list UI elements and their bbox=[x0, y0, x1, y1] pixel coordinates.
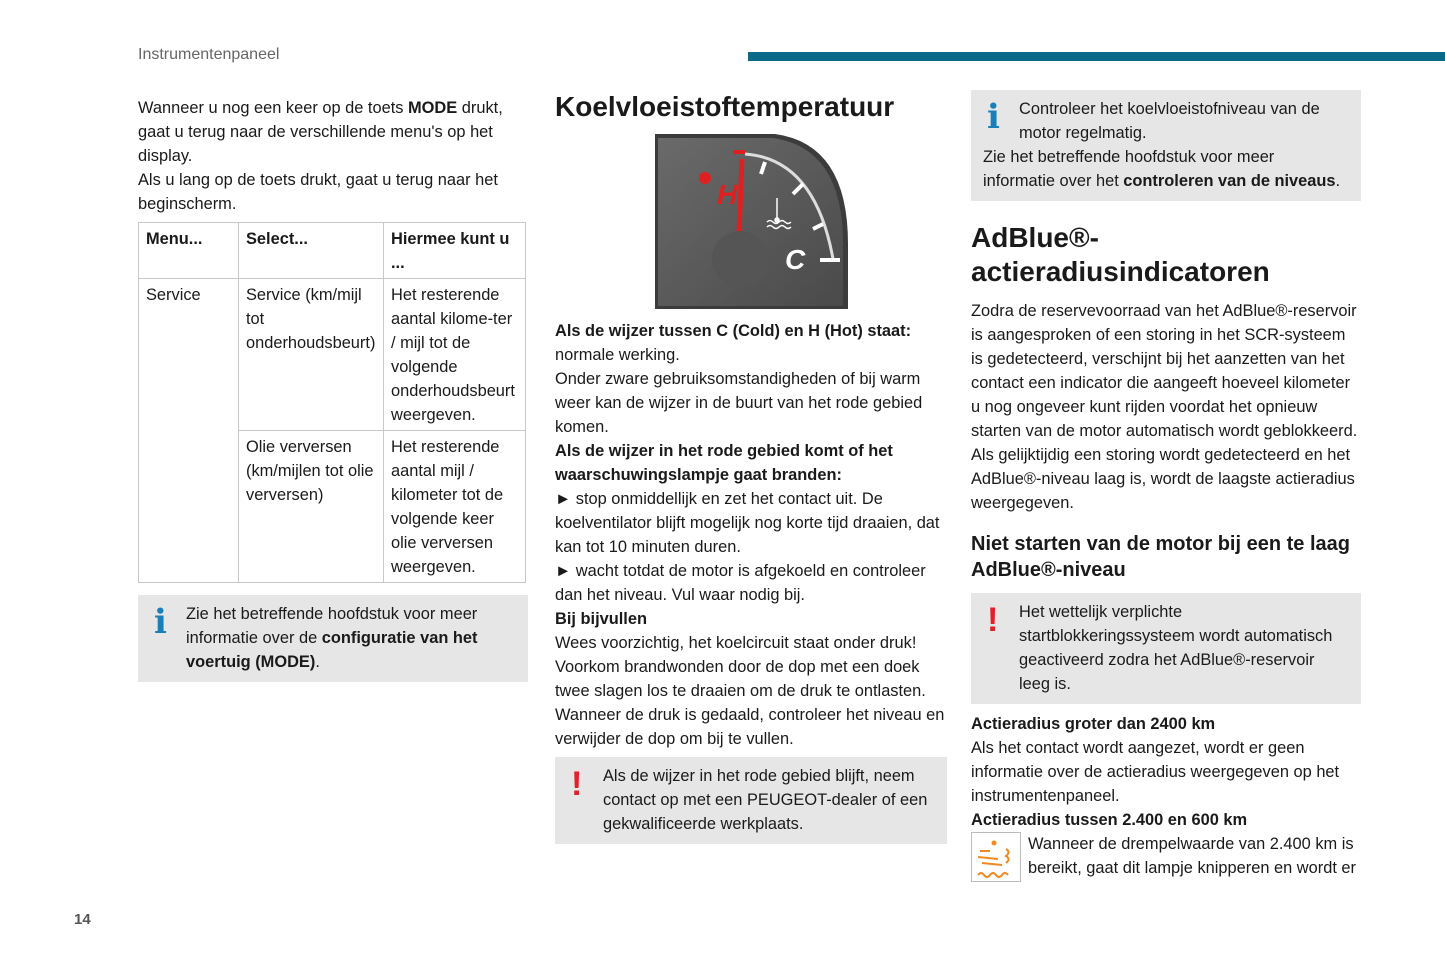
table-cell: Service (km/mijl tot onderhoudsbeurt) bbox=[239, 279, 384, 431]
column-3 bbox=[971, 90, 1361, 882]
cold-label: C bbox=[784, 244, 805, 275]
paragraph bbox=[971, 736, 1361, 808]
info-note bbox=[138, 595, 528, 682]
paragraph bbox=[555, 319, 947, 367]
header-cell: Hiermee kunt u ... bbox=[384, 223, 526, 279]
paragraph bbox=[555, 559, 947, 607]
paragraph bbox=[555, 487, 947, 559]
text-run: Wees voorzichtig, het koelcircuit staat onder druk! Voorkom brandwonden door de dop met een doek twee slagen los te draaien om de druk te ontlasten. Wanneer de druk is gedaald, controleer het niveau en verwijder de dop om bij te vullen. bbox=[555, 634, 945, 748]
header-cell: Select... bbox=[239, 223, 384, 279]
paragraph bbox=[555, 439, 947, 487]
note-text bbox=[983, 97, 1349, 145]
warning-dot bbox=[699, 172, 711, 184]
paragraph bbox=[971, 299, 1361, 443]
note-text bbox=[150, 602, 516, 674]
paragraph bbox=[555, 607, 947, 631]
warning-note bbox=[971, 593, 1361, 704]
column-2 bbox=[555, 90, 947, 844]
text-run: Zie het betreffende hoofdstuk voor meer informatie over de bbox=[186, 605, 478, 647]
adblue-row bbox=[971, 832, 1361, 882]
menu-table bbox=[138, 222, 526, 583]
section-header: Instrumentenpaneel bbox=[138, 46, 280, 63]
table-row bbox=[139, 279, 526, 431]
needle-hub bbox=[712, 231, 768, 287]
table-header-row bbox=[139, 223, 526, 279]
info-icon: i bbox=[154, 602, 167, 642]
subheading: Actieradius tussen 2.400 en 600 km bbox=[971, 811, 1248, 829]
note-text bbox=[567, 764, 935, 836]
section-title: Koelvloeistoftemperatuur bbox=[555, 91, 895, 122]
paragraph bbox=[138, 168, 528, 216]
text-run: Het wettelijk verplichte startblokkeringssysteem wordt automatisch geactiveerd zodra het AdBlue®-reservoir leeg is. bbox=[1019, 603, 1333, 693]
text-run: Wanneer u nog een keer op de toets bbox=[138, 99, 409, 117]
bold-text: Als de wijzer tussen C (Cold) en H (Hot) staat: bbox=[555, 322, 912, 340]
text-run: Wanneer de drempelwaarde van 2.400 km is bereikt, gaat dit lampje knipperen en wordt er bbox=[1028, 835, 1356, 877]
bold-text: Bij bijvullen bbox=[555, 610, 647, 628]
text-run: ► wacht totdat de motor is afgekoeld en controleer dan het niveau. Vul waar nodig bij. bbox=[555, 562, 926, 604]
paragraph bbox=[1028, 832, 1361, 882]
header-cell: Menu... bbox=[139, 223, 239, 279]
note-text bbox=[983, 600, 1349, 696]
paragraph bbox=[555, 367, 947, 439]
paragraph bbox=[555, 631, 947, 751]
text-run: Als de wijzer in het rode gebied blijft, neem contact op met een PEUGEOT-dealer of een gekwalificeerde werkplaats. bbox=[603, 767, 928, 833]
table-cell: Het resterende aantal kilome-ter / mijl tot de volgende onderhoudsbeurt weergeven. bbox=[384, 279, 526, 431]
text-run: Controleer het koelvloeistofniveau van de motor regelmatig. bbox=[1019, 100, 1320, 142]
table-cell: Service bbox=[139, 279, 239, 583]
text-run: Onder zware gebruiksomstandigheden of bij warm weer kan de wijzer in de buurt van het rode gebied komen. bbox=[555, 370, 923, 436]
note-text bbox=[983, 145, 1349, 193]
text-run: Als u lang op de toets drukt, gaat u terug naar het beginscherm. bbox=[138, 171, 498, 213]
table-cell: Het resterende aantal mijl / kilometer tot de volgende keer olie verversen weergeven. bbox=[384, 431, 526, 583]
gauge-needle bbox=[739, 159, 742, 232]
info-note bbox=[971, 90, 1361, 201]
text-run: Zie het betreffende hoofdstuk voor meer informatie over het bbox=[983, 148, 1275, 190]
subheading: Actieradius groter dan 2400 km bbox=[971, 715, 1216, 733]
subsection-title: Niet starten van de motor bij een te laag AdBlue®-niveau bbox=[971, 533, 1350, 581]
warning-note bbox=[555, 757, 947, 844]
paragraph bbox=[971, 443, 1361, 515]
text-run: . bbox=[1335, 172, 1341, 190]
text-run: Als gelijktijdig een storing wordt gedetecteerd en het AdBlue®-niveau laag is, wordt de laagste actieradius weergegeven. bbox=[971, 446, 1355, 512]
adblue-warning-icon bbox=[971, 832, 1021, 882]
bold-text: configuratie van het voertuig (MODE) bbox=[186, 629, 478, 671]
bold-text: Als de wijzer in het rode gebied komt of het waarschuwingslampje gaat branden: bbox=[555, 442, 893, 484]
coolant-text bbox=[555, 319, 947, 751]
text-run: . bbox=[315, 653, 320, 671]
hot-label: H bbox=[716, 179, 737, 210]
warning-icon: ! bbox=[987, 601, 999, 639]
column-1 bbox=[138, 96, 528, 682]
warning-icon: ! bbox=[571, 765, 583, 803]
text-run: Zodra de reservevoorraad van het AdBlue®-reservoir is aangesproken of een storing in het SCR-systeem is gedetecteerd, verschijnt bij het aanzetten van het contact een indicator die aangeeft hoeveel kilometer u nog ongeveer kunt rijden voordat het opnieuw starten van de motor automatisch wordt geblokkeerd. bbox=[971, 302, 1358, 440]
table-cell: Olie verversen (km/mijlen tot olie verversen) bbox=[239, 431, 384, 583]
text-run: normale werking. bbox=[555, 346, 680, 364]
bold-text: controleren van de niveaus bbox=[1123, 172, 1336, 190]
page-number: 14 bbox=[74, 911, 91, 928]
coolant-temperature-gauge-image bbox=[655, 134, 848, 309]
info-icon: i bbox=[987, 97, 1000, 137]
text-run: ► stop onmiddellijk en zet het contact uit. De koelventilator blijft mogelijk nog korte tijd draaien, dat kan tot 10 minuten duren. bbox=[555, 490, 940, 556]
header-bar bbox=[748, 52, 1445, 61]
text-run: drukt, gaat u terug naar de verschillende menu's op het display. bbox=[138, 99, 503, 165]
section-title: AdBlue®-actieradiusindicatoren bbox=[971, 222, 1270, 287]
paragraph bbox=[138, 96, 528, 168]
text-run: Als het contact wordt aangezet, wordt er geen informatie over de actieradius weergegeven op het instrumentenpaneel. bbox=[971, 739, 1340, 805]
bold-text: MODE bbox=[408, 99, 458, 117]
